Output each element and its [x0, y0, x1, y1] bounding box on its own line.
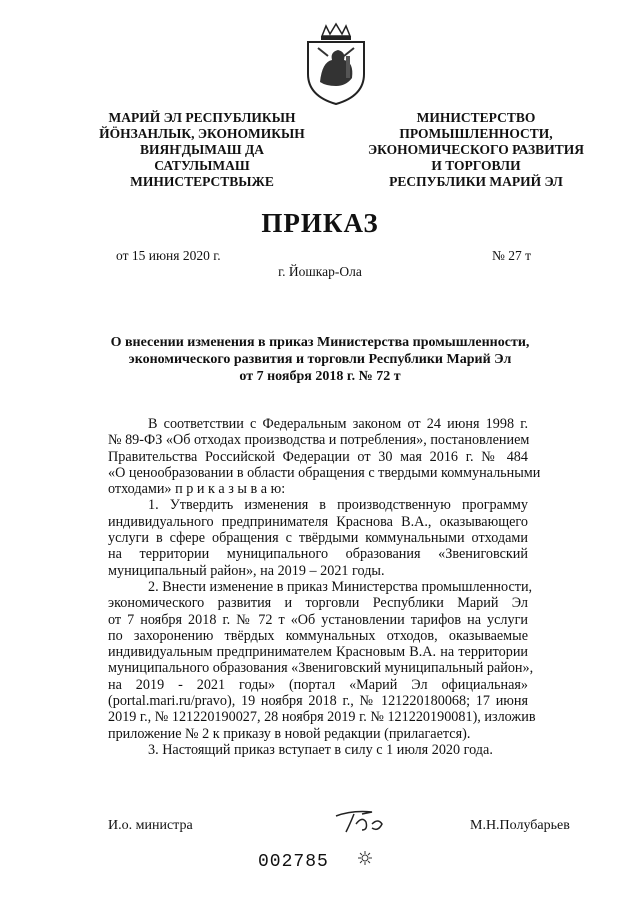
header-right-line: ПРОМЫШЛЕННОСТИ,: [399, 126, 553, 141]
body-line: «О ценообразовании в области обращения с твердыми коммунальными: [108, 464, 541, 481]
body-line: В соответствии с Федеральным законом от 24 июня 1998 г.: [148, 416, 528, 432]
document-date: от 15 июня 2020 г.: [116, 248, 221, 263]
header-left-line: САТУЛЫМАШ: [154, 158, 250, 173]
body-line: 2. Внести изменение в приказ Министерства промышленности,: [148, 578, 533, 595]
body-line: Правительства Российской Федерации от 30 мая 2016 г. № 484: [108, 448, 528, 465]
body-line: на территории муниципального образования «Звениговский: [108, 546, 528, 563]
header-right-line: РЕСПУБЛИКИ МАРИЙ ЭЛ: [389, 174, 563, 189]
header-right: [366, 110, 586, 190]
header-right-line: И ТОРГОВЛИ: [431, 158, 521, 173]
header-right-line: ЭКОНОМИЧЕСКОГО РАЗВИТИЯ: [368, 142, 584, 157]
document-city: г. Йошкар-Ола: [278, 264, 362, 279]
signer-name: М.Н.Полубарьев: [470, 818, 570, 833]
body-line: экономического развития и торговли Республики Марий Эл: [108, 595, 528, 612]
signer-role: И.о. министра: [108, 818, 193, 833]
body-line: муниципальный район», на 2019 – 2021 годы.: [108, 562, 385, 579]
document-body: [108, 416, 541, 758]
header-left: [92, 110, 312, 190]
body-line: 3. Настоящий приказ вступает в силу с 1 июля 2020 года.: [148, 741, 493, 758]
body-line: муниципального образования «Звениговский муниципальный район»,: [108, 660, 534, 677]
coat-of-arms-icon: [300, 22, 372, 106]
header-left-line: ВИЯҤДЫМАШ ДА: [140, 142, 264, 157]
header-left-line: МИНИСТЕРСТВЫЖЕ: [130, 174, 274, 189]
body-line: 1. Утвердить изменения в производственную программу: [148, 497, 528, 514]
body-line: № 89-ФЗ «Об отходах производства и потребления», постановлением: [108, 432, 530, 449]
signature-mark: [332, 806, 402, 838]
header-right-line: МИНИСТЕРСТВО: [416, 110, 536, 125]
body-line: приложение № 2 к приказу в новой редакции (прилагается).: [108, 725, 471, 742]
body-line: от 7 ноября 2018 г. № 72 т «Об установлении тарифов на услуги: [108, 611, 528, 628]
subject-line: экономического развития и торговли Республики Марий Эл: [128, 352, 512, 367]
rosette-icon: [358, 851, 372, 865]
body-line: 2019 г., № 121220190027, 28 ноября 2019 г. № 121220190081), изложив: [108, 709, 536, 726]
document-title: ПРИКАЗ: [261, 208, 379, 238]
body-line: индивидуальным предпринимателем Красновым В.А. на территории: [108, 644, 528, 661]
body-line: (portal.mari.ru/pravo), 19 ноября 2018 г., № 121220180068; 17 июня: [108, 693, 528, 710]
header-left-line: ЙӦНЗАНЛЫК, ЭКОНОМИКЫН: [99, 126, 305, 141]
document-number: № 27 т: [492, 248, 532, 263]
serial-number: 002785: [258, 852, 329, 872]
subject-line: от 7 ноября 2018 г. № 72 т: [239, 369, 401, 384]
body-line: услуги в сфере обращения с твёрдыми коммунальными отходами: [108, 530, 528, 547]
body-line: по захоронению твёрдых коммунальных отходов, оказываемые: [108, 627, 528, 644]
body-line: отходами» п р и к а з ы в а ю:: [108, 481, 286, 498]
subject-line: О внесении изменения в приказ Министерства промышленности,: [110, 335, 530, 350]
body-line: индивидуального предпринимателя Краснова В.А., оказывающего: [108, 513, 528, 530]
document-subject: [100, 334, 540, 385]
header-left-line: МАРИЙ ЭЛ РЕСПУБЛИКЫН: [108, 110, 296, 125]
body-line: на 2019 - 2021 годы» (портал «Марий Эл официальная»: [108, 676, 528, 693]
